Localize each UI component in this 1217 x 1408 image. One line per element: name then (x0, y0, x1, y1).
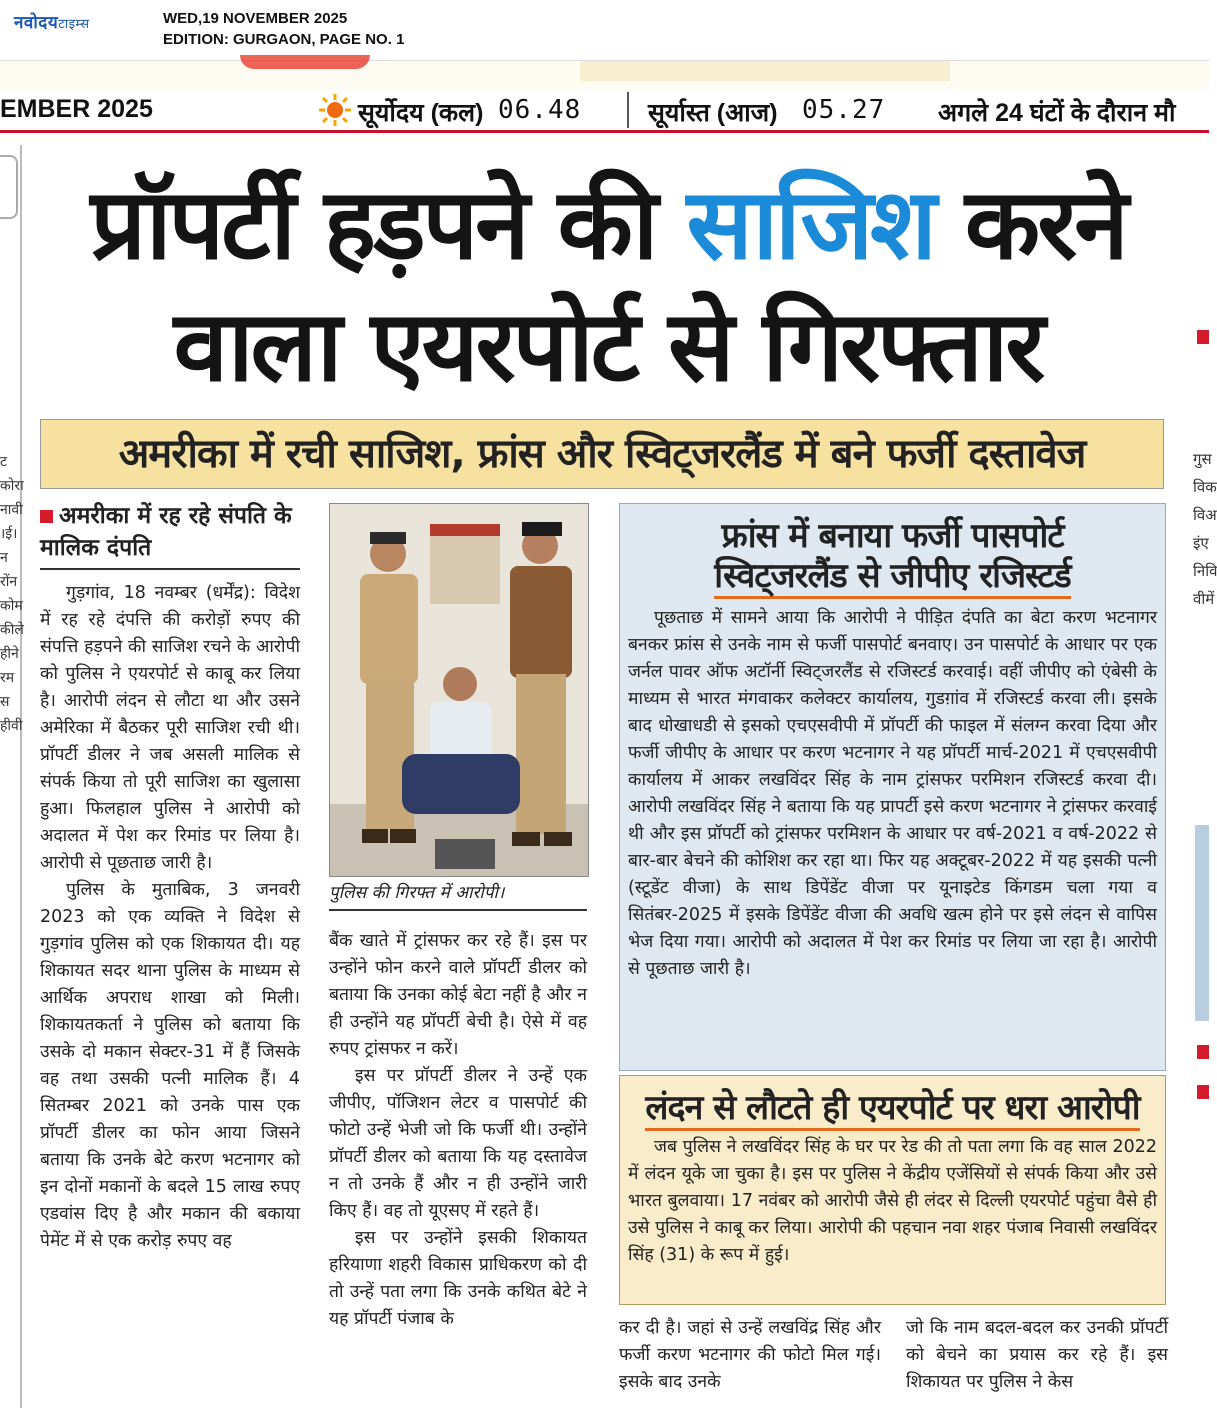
adjacent-text-left: टकोरानावी।ई।नरोंनकोमकीलेहीनेरमसहीवी (0, 454, 24, 734)
masthead-strip (0, 61, 1209, 89)
box-title-line-2: स्विट्जरलैंड से जीपीए रजिस्टर्ड (714, 556, 1070, 599)
article-column-4 (906, 1315, 1168, 1396)
masthead-decoration (580, 61, 950, 81)
date-line: WED,19 NOVEMBER 2025 (163, 10, 348, 27)
masthead-decoration (240, 55, 370, 69)
kicker (40, 500, 300, 570)
sunset-time: 05.27 (802, 95, 886, 125)
article-column-3 (619, 1315, 881, 1396)
kicker-text: अमरीका में रह रहे संपति के मालिक दंपति (40, 503, 292, 561)
sidebar-box-arrest (619, 1075, 1166, 1305)
article-body (329, 928, 587, 1333)
sunset-label: सूर्यास्त (आज) (648, 99, 778, 127)
paragraph: इस पर प्रॉपर्टी डीलर ने उन्हें एक जीपीए, पॉजिशन लेटर व पासपोर्ट की फोटो उन्हें भेजी जो कि फर्जी थी। उन्होंने प्रॉपर्टी डीलर को बताया कि यह दस्तावेज न तो उनके हैं और न ही उन्होंने जारी किए हैं। वह तो यूएसए में रहते हैं। (329, 1066, 587, 1221)
weather-strip (0, 90, 1209, 133)
adjacent-bullet (1197, 1045, 1209, 1059)
adjacent-bullet (1197, 330, 1209, 344)
paragraph: जो कि नाम बदल-बदल कर उनकी प्रॉपर्टी को बेचने का प्रयास कर रहे हैं। इस शिकायत पर पुलिस ने केस (906, 1318, 1168, 1392)
logo-main: नवोदय (14, 13, 59, 33)
newspaper-logo[interactable] (14, 10, 90, 33)
article-body (40, 580, 300, 1255)
headline-text: करने (933, 168, 1126, 282)
box-body (620, 1128, 1165, 1269)
epaper-header (0, 0, 1209, 61)
red-square-bullet (40, 510, 53, 523)
box-title-text: लंदन से लौटते ही एयरपोर्ट पर धरा आरोपी (645, 1088, 1139, 1131)
headline-highlight: साजिश (686, 168, 934, 282)
article-column-1 (40, 500, 300, 1255)
subheadline-deck: अमरीका में रची साजिश, फ्रांस और स्विट्जरलैंड में बने फर्जी दस्तावेज (40, 419, 1164, 489)
article-body (906, 1315, 1168, 1396)
article-column-2 (329, 928, 587, 1333)
adjacent-box (0, 155, 18, 219)
edition-meta (163, 8, 404, 50)
adjacent-photo (1195, 825, 1209, 1021)
article-body (619, 1315, 881, 1396)
box-title-line-1: फ्रांस में बनाया फर्जी पासपोर्ट (721, 516, 1064, 556)
paragraph: पूछताछ में सामने आया कि आरोपी ने पीड़ित दंपति का बेटा करण भटनागर बनकर फ्रांस से उनके नाम से फर्जी पासपोर्ट बनवाए। उन पासपोर्ट के आधार पर एक जर्नल पावर ऑफ अटॉर्नी स्विट्जरलैंड से रजिस्टर्ड करवाई। वहीं जीपीए को एंबेसी के माध्यम से भारत मंगवाकर कलेक्टर कार्यालय, गुडग़ांव में रजिस्टर्ड करवा ली। इसके बाद धोखाधडी से इसको एचएसवीपी में प्रॉपर्टी की फाइल में संलग्न करवा दिया और फर्जी जीपीए के आधार पर करण भटनागर ने यह प्रॉपर्टी मार्च-2021 में एचएसवीपी कार्यालय में आकर लखविंदर सिंह के नाम ट्रांसफर परमिशन रजिस्टर्ड करवा दी। आरोपी लखविंदर सिंह ने बताया कि यह प्रापर्टी इसे करण भटनागर ने ट्रांसफर करवाई थी और इस प्रॉपर्टी को ट्रांसफर परमिशन के आधार पर वर्ष-2021 व वर्ष-2022 से बार-बार बेचने की कोशिश कर रहा था। फिर यह अक्टूबर-2022 में यह इसकी पत्नी (स्टूडेंट वीजा) के साथ डिपेंडेंट वीजा पर यूनाइटेड किंगडम चला गया व सितंबर-2025 में इसके डिपेंडेंट वीजा की अवधि खत्म होने पर इसे लंदन से वापिस भेज दिया गया। आरोपी को अदालत में पेश कर रिमांड पर लिया जा रहा है। आरोपी से पूछताछ जारी है। (628, 608, 1157, 979)
paragraph: जब पुलिस ने लखविंदर सिंह के घर पर रेड की तो पता लगा कि वह साल 2022 में लंदन यूके जा चुका है। इस पर पुलिस ने केंद्रीय एजेंसियों से संपर्क किया और उसे भारत बुलवाया। 17 नवंबर को आरोपी जैसे ही लंदर से दिल्ली एयरपोर्ट पहुंचा वैसे ही उसे पुलिस ने काबू कर लिया। आरोपी की पहचान नवा शहर पंजाब निवासी लखविंदर सिंह (31) के रूप में हुई। (628, 1137, 1157, 1265)
box-body (620, 599, 1165, 983)
paragraph: बैंक खाते में ट्रांसफर कर रहे हैं। इस पर उन्होंने फोन करने वाले प्रॉपर्टी डीलर को बताया कि उनका कोई बेटा नहीं है और न ही उन्होंने यह प्रॉपर्टी बेची है। ऐसे में वह रुपए ट्रांसफर न करें। (329, 931, 587, 1059)
sunrise-time: 06.48 (498, 95, 582, 125)
adjacent-bullet (1197, 1085, 1209, 1099)
edition-line: EDITION: GURGAON, PAGE NO. 1 (163, 31, 405, 48)
headline-text: प्रॉपर्टी हड़पने की (90, 168, 687, 282)
photo-caption: पुलिस की गिरफ्त में आरोपी। (329, 880, 587, 911)
weather-divider (627, 92, 629, 128)
sunrise-label: सूर्योदय (कल) (358, 99, 484, 127)
headline-line-1 (38, 168, 1178, 283)
arrest-photo[interactable] (329, 503, 589, 877)
adjacent-article-right (1189, 145, 1217, 1408)
sidebar-box-passport (619, 503, 1166, 1071)
date-fragment: EMBER 2025 (0, 95, 153, 123)
paragraph: इस पर उन्होंने इसकी शिकायत हरियाणा शहरी विकास प्राधिकरण को दी तो उन्हें पता लगा कि उनके कथित बेटे ने यह प्रॉपर्टी पंजाब के (329, 1228, 587, 1329)
adjacent-article-left (0, 145, 22, 1408)
sun-icon (318, 93, 352, 127)
paragraph: पुलिस के मुताबिक, 3 जनवरी 2023 को एक व्यक्ति ने विदेश से गुड़गांव पुलिस को एक शिकायत दी। यह शिकायत सदर थाना पुलिस के माध्यम से आर्थिक अपराध शाखा को मिली। शिकायतकर्ता ने पुलिस को बताया कि उसके दो मकान सेक्टर-31 में हैं जिसके वह तथा उसकी पत्नी मालिक हैं। 4 सितम्बर 2021 को उनके पास एक प्रॉपर्टी डीलर का फोन आया जिसने बताया कि उनके बेटे करण भटनागर को इन दोनों मकानों के बदले 15 लाख रुपए एडवांस दिए है और मकान की बकाया पेमेंट में से एक करोड़ रुपए वह (40, 880, 300, 1251)
adjacent-text-right: गुसविकविअइंएनिविवीमें (1193, 450, 1217, 608)
logo-sub: टाइम्स (58, 17, 90, 32)
forecast-label: अगले 24 घंटों के दौरान मौ (938, 99, 1176, 127)
photo-illustration (330, 504, 588, 876)
box-title (620, 516, 1165, 599)
box-title (620, 1088, 1165, 1128)
paragraph: गुड़गांव, 18 नवम्बर (धर्मेंद्र): विदेश में रह रहे दंपत्ति की करोड़ों रुपए की संपत्ति हड़पने की साजिश रचने के आरोपी को पुलिस ने एयरपोर्ट से काबू कर लिया है। आरोपी लंदन से लौटा था और उसने अमेरिका में बैठकर पूरी साजिश रची थी। प्रॉपर्टी डीलर ने जब असली मालिक से संपर्क किया तो पूरी साजिश का खुलासा हुआ। फिलहाल पुलिस ने आरोपी को अदालत में पेश कर रिमांड पर लिया है। आरोपी से पूछताछ जारी है। (40, 583, 300, 873)
headline-line-2: वाला एयरपोर्ट से गिरफ्तार (173, 290, 1043, 404)
paragraph: कर दी है। जहां से उन्हें लखविंद्र सिंह और फर्जी करण भटनागर की फोटो मिल गई। इसके बाद उनके (619, 1318, 881, 1392)
